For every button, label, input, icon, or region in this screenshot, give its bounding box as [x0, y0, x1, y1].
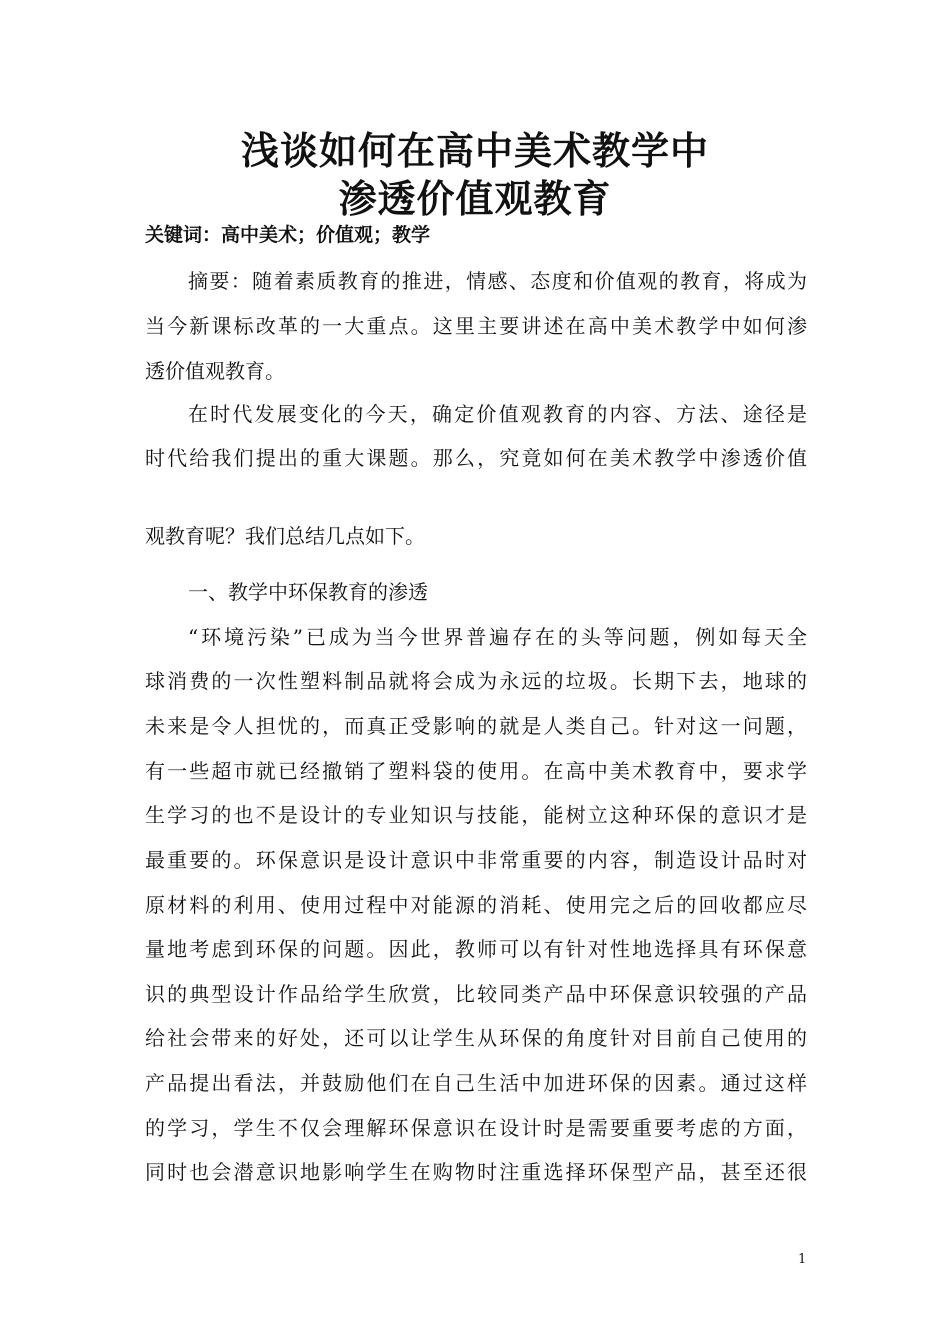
- body-line: 透价值观教育。: [145, 359, 285, 383]
- body-line: 产品提出看法，并鼓励他们在自己生活中加进环保的因素。通过这样: [145, 1071, 807, 1095]
- page-number: 1: [798, 1252, 807, 1267]
- body-line: 给社会带来的好处，还可以让学生从环保的角度针对目前自己使用的: [145, 1026, 807, 1050]
- body-line: 的学习，学生不仅会理解环保意识在设计时是需要重要考虑的方面，: [145, 1116, 807, 1140]
- section-heading: 一、教学中环保教育的渗透: [188, 580, 428, 604]
- body-line: 时代给我们提出的重大课题。那么，究竟如何在美术教学中渗透价值: [145, 446, 807, 470]
- body-line: 原材料的利用、使用过程中对能源的消耗、使用完之后的回收都应尽: [145, 893, 807, 917]
- body-line: 生学习的也不是设计的专业知识与技能，能树立这种环保的意识才是: [145, 803, 807, 827]
- body-line: 摘要：随着素质教育的推进，情感、态度和价值观的教育，将成为: [188, 269, 807, 293]
- body-line: “环境污染”已成为当今世界普遍存在的头等问题，例如每天全: [188, 625, 807, 649]
- body-line: 在时代发展变化的今天，确定价值观教育的内容、方法、途径是: [188, 402, 807, 426]
- body-line: 量地考虑到环保的问题。因此，教师可以有针对性地选择具有环保意: [145, 937, 807, 961]
- body-line: 球消费的一次性塑料制品就将会成为永远的垃圾。长期下去，地球的: [145, 669, 807, 693]
- body-line: 同时也会潜意识地影响学生在购物时注重选择环保型产品，甚至还很: [145, 1160, 807, 1184]
- body-line: 最重要的。环保意识是设计意识中非常重要的内容，制造设计品时对: [145, 848, 807, 872]
- body-line: 识的典型设计作品给学生欣赏，比较同类产品中环保意识较强的产品: [145, 982, 807, 1006]
- body-line: 未来是令人担忧的，而真正受影响的就是人类自己。针对这一问题，: [145, 714, 807, 738]
- document-title-line-2: 渗透价值观教育: [338, 176, 612, 221]
- body-line: 有一些超市就已经撤销了塑料袋的使用。在高中美术教育中，要求学: [145, 759, 807, 783]
- body-line: 观教育呢？我们总结几点如下。: [145, 524, 425, 548]
- body-line: 当今新课标改革的一大重点。这里主要讲述在高中美术教学中如何渗: [145, 314, 807, 338]
- document-title-line-1: 浅谈如何在高中美术教学中: [240, 128, 709, 173]
- keywords-line: 关键词：高中美术；价值观；教学: [145, 224, 431, 246]
